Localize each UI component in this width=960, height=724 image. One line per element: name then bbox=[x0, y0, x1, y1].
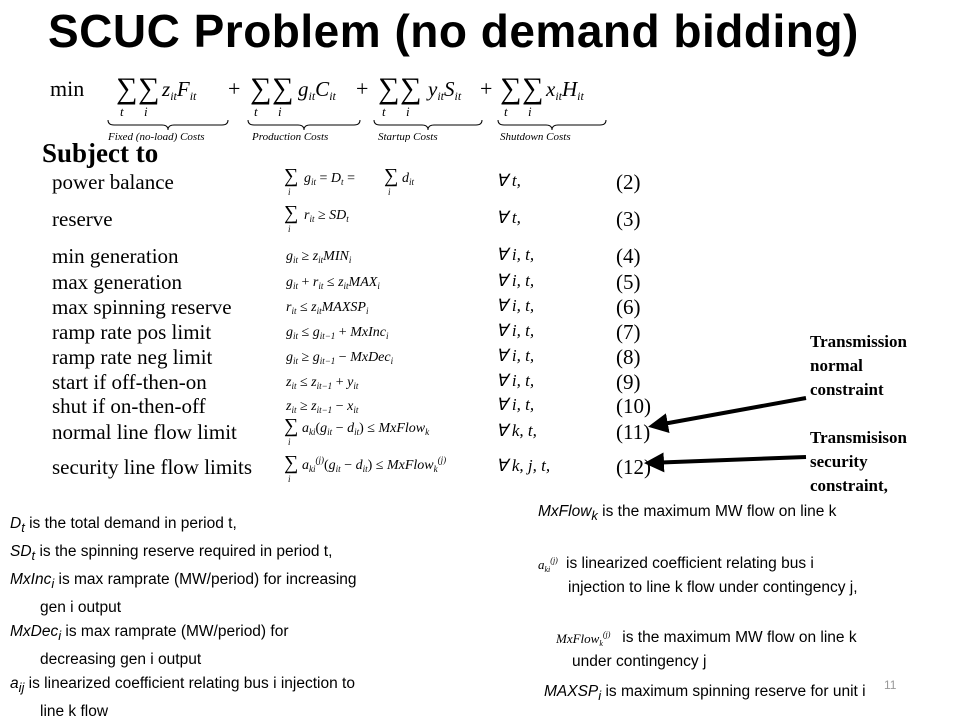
svg-text:t: t bbox=[504, 104, 508, 119]
svg-text:i: i bbox=[288, 437, 291, 446]
svg-text:aki(j): $a_{ki}^{(j)}$ bbox=[538, 555, 558, 574]
svg-text:∑: ∑ bbox=[378, 72, 400, 105]
svg-text:Fixed (no-load) Costs: Fixed (no-load) Costs bbox=[108, 131, 205, 142]
constraint-quantifier: ∀ k, j, t, bbox=[496, 456, 551, 475]
equation-number: (7) bbox=[616, 320, 641, 344]
def-akij: $a_{ki}^{(j)}$ is linearized coefficient relating bus i injection to line k flow under contingency j, bbox=[538, 555, 858, 596]
svg-text:gitCit: gitCit bbox=[298, 77, 336, 103]
svg-text:∑: ∑ bbox=[284, 203, 299, 224]
svg-text:i: i bbox=[288, 224, 291, 233]
constraint-label: power balance bbox=[52, 170, 174, 194]
svg-text:+: + bbox=[480, 76, 493, 101]
svg-text:∑: ∑ bbox=[250, 72, 272, 105]
constraint-quantifier: ∀ i, t, bbox=[496, 395, 535, 414]
equation-number: (3) bbox=[616, 207, 641, 231]
svg-text:∑: ∑ bbox=[138, 72, 160, 105]
equation-number: (9) bbox=[616, 370, 641, 394]
equation-number: (12) bbox=[616, 455, 651, 479]
def-mxflow: MxFlow$_k$ is the maximum MW flow on line k bbox=[538, 503, 837, 524]
constraint-label: security line flow limits bbox=[52, 455, 253, 479]
mxflowj-symbol bbox=[556, 627, 618, 649]
def-demand: $D_t$ is the total demand in period t, bbox=[10, 515, 237, 536]
equation-number: (8) bbox=[616, 345, 641, 369]
svg-text:git = Dt =: $g_{it} = D_t$ = bbox=[304, 171, 355, 187]
equation-number: (6) bbox=[616, 295, 641, 319]
constraint-label: normal line flow limit bbox=[52, 420, 237, 444]
svg-text:∑: ∑ bbox=[384, 166, 399, 187]
constraint-label: max spinning reserve bbox=[52, 295, 232, 319]
constraint-label: ramp rate pos limit bbox=[52, 320, 212, 344]
svg-text:Startup Costs: Startup Costs bbox=[378, 131, 438, 142]
svg-text:i: i bbox=[288, 474, 291, 484]
svg-text:i: i bbox=[406, 104, 410, 119]
def-maxsp: $MAXSP_i$ is maximum spinning reserve for unit i bbox=[544, 683, 866, 704]
svg-text:yitSit: yitSit bbox=[428, 77, 462, 103]
svg-text:∑: ∑ bbox=[500, 72, 522, 105]
svg-text:∑: ∑ bbox=[400, 72, 422, 105]
svg-text:git ≥ zitMINi: $g_{it} \ge z_{it}MIN_i$ bbox=[286, 249, 352, 265]
svg-text:∑: ∑ bbox=[284, 416, 299, 437]
svg-text:t: t bbox=[254, 104, 258, 119]
constraint-quantifier: ∀ i, t, bbox=[496, 321, 535, 340]
def-mxdec: MxDec$_i$ is max ramprate (MW/period) for bbox=[10, 623, 289, 644]
equation-number: (5) bbox=[616, 270, 641, 294]
constraint-label: max generation bbox=[52, 270, 183, 294]
svg-text:t: t bbox=[382, 104, 386, 119]
equation-number: (4) bbox=[616, 244, 641, 268]
def-spinning-reserve: $SD_t$ is the spinning reserve required in period t, bbox=[10, 543, 333, 564]
svg-text:+: + bbox=[356, 76, 369, 101]
constraint-quantifier: ∀ t, bbox=[496, 208, 521, 227]
svg-text:∑: ∑ bbox=[284, 452, 299, 474]
subject-to-heading: Subject to bbox=[42, 138, 159, 168]
slide-title: SCUC Problem (no demand bidding) bbox=[48, 5, 859, 57]
arrow-normal-constraint bbox=[652, 398, 806, 426]
svg-text:xitHit: xitHit bbox=[546, 77, 584, 103]
svg-text:rit ≤ zitMAXSPi: $r_{it}$ ≤ $z_{it}MAXSP_i$ bbox=[286, 300, 369, 316]
svg-text:i: i bbox=[278, 104, 282, 119]
min-operator: min bbox=[50, 76, 85, 101]
def-aij: $a_{ij}$ is linearized coefficient relating bus i injection to bbox=[10, 675, 355, 696]
svg-text:zitFit: zitFit bbox=[162, 77, 197, 103]
equation-number: (10) bbox=[616, 394, 651, 418]
svg-text:∑: ∑ bbox=[284, 166, 299, 187]
equation-number: (11) bbox=[616, 420, 651, 444]
constraint-quantifier: ∀ k, t, bbox=[496, 421, 537, 440]
annotation-transmission-security: Transmisison security constraint, bbox=[810, 428, 907, 495]
slide-number: 11 bbox=[884, 678, 897, 692]
svg-text:∑: ∑ bbox=[116, 72, 138, 105]
constraint-label: reserve bbox=[52, 207, 113, 231]
arrow-security-constraint bbox=[648, 457, 806, 463]
svg-text:rit ≥ SDt: $r_{it} \ge SD_t$ bbox=[304, 208, 349, 224]
svg-text:∑: ∑ bbox=[272, 72, 294, 105]
svg-text:∑: ∑ bbox=[522, 72, 544, 105]
constraint-quantifier: ∀ i, t, bbox=[496, 346, 535, 365]
annotation-transmission-normal: Transmission normal constraint bbox=[810, 332, 907, 399]
svg-text:zit ≥ zit−1 − xit: $z_{it} \ge z_{it-1} - x_{it}$ bbox=[286, 399, 359, 415]
svg-text:aki(j)(git − dit) ≤ MxFlowk(j): $a_{ki}^{(j)}(g_{it} - d_{it})$ ≤ MxFlow$_k^{(j)}$ bbox=[302, 455, 447, 474]
svg-text:i: i bbox=[288, 187, 291, 196]
svg-text:git ≤ git−1 + MxInci: $g_{it} \le g_{it-1}$ + MxInc$_i$ bbox=[286, 325, 389, 341]
definitions-left: $D_t$ is the total demand in period t, $SD_t$ is the spinning reserve required in period t, MxInc$_i$ is max ramprate (MW/period) for increasing gen i output MxDec$_i$ is max ramprate (MW/period) for decreasing gen i output $a_{ij}$ is linearized coefficient relating bus i injection to line k flow bbox=[10, 512, 357, 724]
svg-text:Production Costs: Production Costs bbox=[252, 131, 329, 142]
svg-text:MxFlowk(j): MxFlow$_k^{(j)}$ bbox=[556, 629, 611, 648]
akij-symbol bbox=[538, 554, 566, 574]
svg-text:i: i bbox=[144, 104, 148, 119]
svg-text:i: i bbox=[388, 187, 391, 196]
constraint-label: shut if on-then-off bbox=[52, 394, 206, 418]
def-mxflow-contingency: MxFlow$_k^{(j)}$ is the maximum MW flow on line k under contingency j bbox=[556, 626, 857, 674]
svg-text:git ≥ git−1 − MxDeci: $g_{it} \ge g_{it-1}$ − MxDec$_i$ bbox=[286, 350, 394, 366]
def-mxinc: MxInc$_i$ is max ramprate (MW/period) for increasing bbox=[10, 571, 357, 592]
svg-text:aki(git − dit) ≤ MxFlowk: $a_{ki}(g_{it} - d_{it})$ ≤ MxFlow$_k$ bbox=[302, 421, 430, 437]
svg-text:git + rit ≤ zitMAXi: $g_{it} + r_{it} \le z_{it}MAX_i$ bbox=[286, 275, 380, 291]
constraint-label: min generation bbox=[52, 244, 179, 268]
constraint-quantifier: ∀ i, t, bbox=[496, 296, 535, 315]
equation-number: (2) bbox=[616, 170, 641, 194]
svg-text:zit ≤ zit−1 + yit: $z_{it} \le z_{it-1} + y_{it}$ bbox=[286, 375, 359, 391]
constraint-quantifier: ∀ i, t, bbox=[496, 371, 535, 390]
constraint-quantifier: ∀ t, bbox=[496, 171, 521, 190]
constraint-label: start if off-then-on bbox=[52, 370, 207, 394]
constraint-quantifier: ∀ i, t, bbox=[496, 245, 535, 264]
svg-text:dit: $d_{it}$ bbox=[402, 171, 415, 187]
svg-text:Shutdown Costs: Shutdown Costs bbox=[500, 131, 571, 142]
svg-text:i: i bbox=[528, 104, 532, 119]
svg-text:t: t bbox=[120, 104, 124, 119]
constraint-quantifier: ∀ i, t, bbox=[496, 271, 535, 290]
svg-text:+: + bbox=[228, 76, 241, 101]
constraint-label: ramp rate neg limit bbox=[52, 345, 213, 369]
